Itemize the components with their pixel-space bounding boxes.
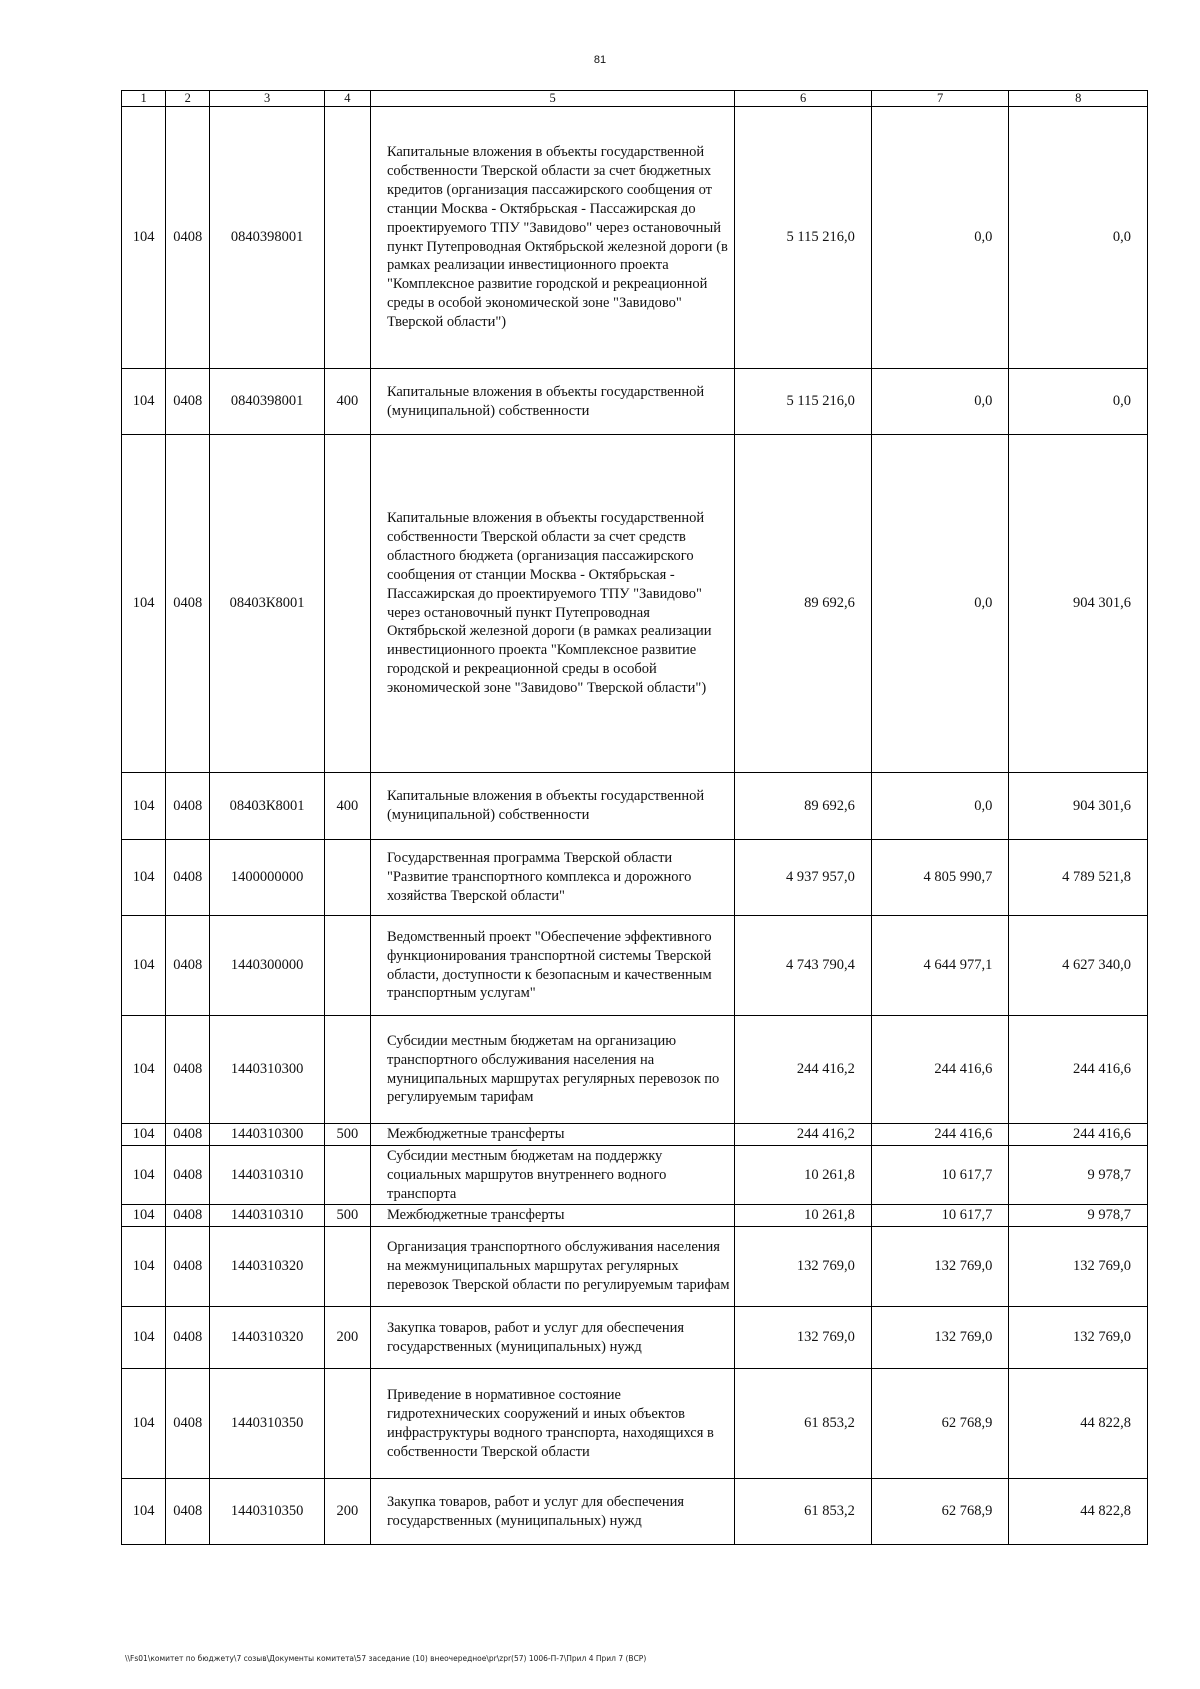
table-row bbox=[122, 1145, 1148, 1205]
cell-expense-type: 500 bbox=[324, 1205, 370, 1227]
cell-admin-code: 104 bbox=[122, 1307, 166, 1369]
column-number: 1 bbox=[122, 91, 166, 107]
cell-expense-type bbox=[324, 1369, 370, 1479]
cell-amount-year3: 904 301,6 bbox=[1009, 773, 1148, 840]
footer-file-path: \\Fs01\комитет по бюджету\7 созыв\Документы комитета\57 заседание (10) внеочередное\pr\zpr(57) 1006-П-7\Прил 4 Прил 7 (ВСР) bbox=[125, 1654, 647, 1663]
cell-target-article: 1440310300 bbox=[210, 1016, 324, 1124]
cell-expense-type bbox=[324, 107, 370, 369]
cell-expense-type bbox=[324, 840, 370, 916]
cell-description: Капитальные вложения в объекты государственной (муниципальной) собственности bbox=[370, 369, 734, 435]
column-number: 4 bbox=[324, 91, 370, 107]
cell-admin-code: 104 bbox=[122, 1205, 166, 1227]
cell-admin-code: 104 bbox=[122, 1479, 166, 1545]
budget-table bbox=[121, 90, 1148, 1545]
cell-amount-year1: 10 261,8 bbox=[735, 1205, 872, 1227]
cell-amount-year3: 244 416,6 bbox=[1009, 1124, 1148, 1146]
page-number: 81 bbox=[593, 54, 607, 66]
cell-target-article: 1400000000 bbox=[210, 840, 324, 916]
cell-target-article: 08403К8001 bbox=[210, 773, 324, 840]
cell-amount-year2: 0,0 bbox=[871, 107, 1009, 369]
cell-section-code: 0408 bbox=[166, 1124, 210, 1146]
table-row bbox=[122, 1227, 1148, 1307]
cell-amount-year1: 132 769,0 bbox=[735, 1307, 872, 1369]
cell-expense-type bbox=[324, 1227, 370, 1307]
cell-section-code: 0408 bbox=[166, 369, 210, 435]
cell-target-article: 1440310350 bbox=[210, 1369, 324, 1479]
cell-amount-year2: 244 416,6 bbox=[871, 1124, 1009, 1146]
cell-admin-code: 104 bbox=[122, 369, 166, 435]
table-row bbox=[122, 1124, 1148, 1146]
cell-amount-year3: 9 978,7 bbox=[1009, 1145, 1148, 1205]
cell-admin-code: 104 bbox=[122, 840, 166, 916]
table-row bbox=[122, 435, 1148, 773]
cell-amount-year2: 132 769,0 bbox=[871, 1227, 1009, 1307]
cell-target-article: 1440310310 bbox=[210, 1145, 324, 1205]
cell-amount-year3: 0,0 bbox=[1009, 107, 1148, 369]
column-number: 6 bbox=[735, 91, 872, 107]
cell-description: Капитальные вложения в объекты государственной (муниципальной) собственности bbox=[370, 773, 734, 840]
cell-section-code: 0408 bbox=[166, 1016, 210, 1124]
cell-description: Капитальные вложения в объекты государственной собственности Тверской области за счет средств областного бюджета (организация пассажирского сообщения от станции Москва - Октябрьская - Пассажирская до проектируемого ТПУ "Завидово" через остановочный пункт Путепроводная Октябрьской железной дороги (в рамках реализации инвестиционного проекта "Комплексное развитие городской и рекреационной среды в особой экономической зоне "Завидово" Тверской области") bbox=[370, 435, 734, 773]
cell-expense-type: 200 bbox=[324, 1479, 370, 1545]
cell-amount-year3: 9 978,7 bbox=[1009, 1205, 1148, 1227]
cell-amount-year2: 4 805 990,7 bbox=[871, 840, 1009, 916]
cell-description: Капитальные вложения в объекты государственной собственности Тверской области за счет бюджетных кредитов (организация пассажирского сообщения от станции Москва - Октябрьская - Пассажирская до проектируемого ТПУ "Завидово" через остановочный пункт Путепроводная Октябрьской железной дороги (в рамках реализации инвестиционного проекта "Комплексное развитие городской и рекреационной среды в особой экономической зоне "Завидово" Тверской области") bbox=[370, 107, 734, 369]
cell-amount-year1: 61 853,2 bbox=[735, 1479, 872, 1545]
cell-admin-code: 104 bbox=[122, 107, 166, 369]
cell-description: Закупка товаров, работ и услуг для обеспечения государственных (муниципальных) нужд bbox=[370, 1479, 734, 1545]
column-number: 5 bbox=[370, 91, 734, 107]
cell-target-article: 1440310300 bbox=[210, 1124, 324, 1146]
cell-amount-year2: 62 768,9 bbox=[871, 1369, 1009, 1479]
column-number: 2 bbox=[166, 91, 210, 107]
cell-section-code: 0408 bbox=[166, 1145, 210, 1205]
cell-target-article: 1440310350 bbox=[210, 1479, 324, 1545]
cell-amount-year1: 89 692,6 bbox=[735, 435, 872, 773]
cell-amount-year1: 61 853,2 bbox=[735, 1369, 872, 1479]
cell-admin-code: 104 bbox=[122, 1124, 166, 1146]
cell-amount-year3: 4 789 521,8 bbox=[1009, 840, 1148, 916]
cell-description: Государственная программа Тверской области "Развитие транспортного комплекса и дорожного хозяйства Тверской области" bbox=[370, 840, 734, 916]
cell-description: Межбюджетные трансферты bbox=[370, 1205, 734, 1227]
cell-amount-year2: 62 768,9 bbox=[871, 1479, 1009, 1545]
cell-amount-year3: 244 416,6 bbox=[1009, 1016, 1148, 1124]
cell-target-article: 1440300000 bbox=[210, 916, 324, 1016]
cell-amount-year3: 0,0 bbox=[1009, 369, 1148, 435]
cell-expense-type bbox=[324, 435, 370, 773]
cell-section-code: 0408 bbox=[166, 107, 210, 369]
cell-section-code: 0408 bbox=[166, 1307, 210, 1369]
cell-expense-type bbox=[324, 1016, 370, 1124]
cell-admin-code: 104 bbox=[122, 916, 166, 1016]
cell-amount-year2: 132 769,0 bbox=[871, 1307, 1009, 1369]
cell-section-code: 0408 bbox=[166, 916, 210, 1016]
cell-amount-year3: 4 627 340,0 bbox=[1009, 916, 1148, 1016]
cell-expense-type bbox=[324, 1145, 370, 1205]
table-row bbox=[122, 107, 1148, 369]
cell-section-code: 0408 bbox=[166, 1205, 210, 1227]
cell-description: Субсидии местным бюджетам на поддержку социальных маршрутов внутреннего водного транспорта bbox=[370, 1145, 734, 1205]
cell-expense-type: 500 bbox=[324, 1124, 370, 1146]
cell-amount-year3: 132 769,0 bbox=[1009, 1227, 1148, 1307]
table-row bbox=[122, 1479, 1148, 1545]
table-row bbox=[122, 773, 1148, 840]
cell-amount-year2: 4 644 977,1 bbox=[871, 916, 1009, 1016]
cell-amount-year1: 4 743 790,4 bbox=[735, 916, 872, 1016]
cell-target-article: 0840398001 bbox=[210, 107, 324, 369]
cell-section-code: 0408 bbox=[166, 1227, 210, 1307]
table-row bbox=[122, 369, 1148, 435]
cell-amount-year1: 5 115 216,0 bbox=[735, 369, 872, 435]
table-row bbox=[122, 1205, 1148, 1227]
cell-amount-year3: 904 301,6 bbox=[1009, 435, 1148, 773]
cell-section-code: 0408 bbox=[166, 840, 210, 916]
cell-amount-year2: 244 416,6 bbox=[871, 1016, 1009, 1124]
cell-admin-code: 104 bbox=[122, 1369, 166, 1479]
table-row bbox=[122, 1016, 1148, 1124]
table-row bbox=[122, 840, 1148, 916]
cell-section-code: 0408 bbox=[166, 1369, 210, 1479]
cell-expense-type: 200 bbox=[324, 1307, 370, 1369]
cell-target-article: 1440310310 bbox=[210, 1205, 324, 1227]
cell-amount-year1: 89 692,6 bbox=[735, 773, 872, 840]
table-row bbox=[122, 1369, 1148, 1479]
cell-target-article: 1440310320 bbox=[210, 1307, 324, 1369]
cell-target-article: 08403К8001 bbox=[210, 435, 324, 773]
cell-amount-year2: 0,0 bbox=[871, 435, 1009, 773]
cell-description: Субсидии местным бюджетам на организацию транспортного обслуживания населения на муниципальных маршрутах регулярных перевозок по регулируемым тарифам bbox=[370, 1016, 734, 1124]
cell-section-code: 0408 bbox=[166, 1479, 210, 1545]
column-number: 8 bbox=[1009, 91, 1148, 107]
cell-target-article: 0840398001 bbox=[210, 369, 324, 435]
cell-amount-year1: 10 261,8 bbox=[735, 1145, 872, 1205]
cell-description: Приведение в нормативное состояние гидротехнических сооружений и иных объектов инфраструктуры водного транспорта, находящихся в собственности Тверской области bbox=[370, 1369, 734, 1479]
cell-section-code: 0408 bbox=[166, 435, 210, 773]
cell-amount-year3: 44 822,8 bbox=[1009, 1479, 1148, 1545]
cell-description: Ведомственный проект "Обеспечение эффективного функционирования транспортной системы Тверской области, доступности к безопасным и качественным транспортным услугам" bbox=[370, 916, 734, 1016]
cell-admin-code: 104 bbox=[122, 773, 166, 840]
cell-admin-code: 104 bbox=[122, 1145, 166, 1205]
cell-amount-year1: 5 115 216,0 bbox=[735, 107, 872, 369]
table-row bbox=[122, 1307, 1148, 1369]
cell-description: Организация транспортного обслуживания населения на межмуниципальных маршрутах регулярных перевозок Тверской области по регулируемым тарифам bbox=[370, 1227, 734, 1307]
cell-admin-code: 104 bbox=[122, 1016, 166, 1124]
cell-expense-type bbox=[324, 916, 370, 1016]
cell-amount-year3: 132 769,0 bbox=[1009, 1307, 1148, 1369]
column-number: 3 bbox=[210, 91, 324, 107]
cell-description: Межбюджетные трансферты bbox=[370, 1124, 734, 1146]
cell-admin-code: 104 bbox=[122, 435, 166, 773]
cell-admin-code: 104 bbox=[122, 1227, 166, 1307]
cell-expense-type: 400 bbox=[324, 773, 370, 840]
column-number-row bbox=[122, 91, 1148, 107]
column-number: 7 bbox=[871, 91, 1009, 107]
table-row bbox=[122, 916, 1148, 1016]
cell-amount-year2: 10 617,7 bbox=[871, 1205, 1009, 1227]
cell-amount-year2: 10 617,7 bbox=[871, 1145, 1009, 1205]
cell-target-article: 1440310320 bbox=[210, 1227, 324, 1307]
cell-amount-year3: 44 822,8 bbox=[1009, 1369, 1148, 1479]
cell-amount-year2: 0,0 bbox=[871, 773, 1009, 840]
cell-section-code: 0408 bbox=[166, 773, 210, 840]
cell-amount-year2: 0,0 bbox=[871, 369, 1009, 435]
cell-amount-year1: 244 416,2 bbox=[735, 1124, 872, 1146]
cell-expense-type: 400 bbox=[324, 369, 370, 435]
cell-description: Закупка товаров, работ и услуг для обеспечения государственных (муниципальных) нужд bbox=[370, 1307, 734, 1369]
cell-amount-year1: 4 937 957,0 bbox=[735, 840, 872, 916]
cell-amount-year1: 244 416,2 bbox=[735, 1016, 872, 1124]
cell-amount-year1: 132 769,0 bbox=[735, 1227, 872, 1307]
